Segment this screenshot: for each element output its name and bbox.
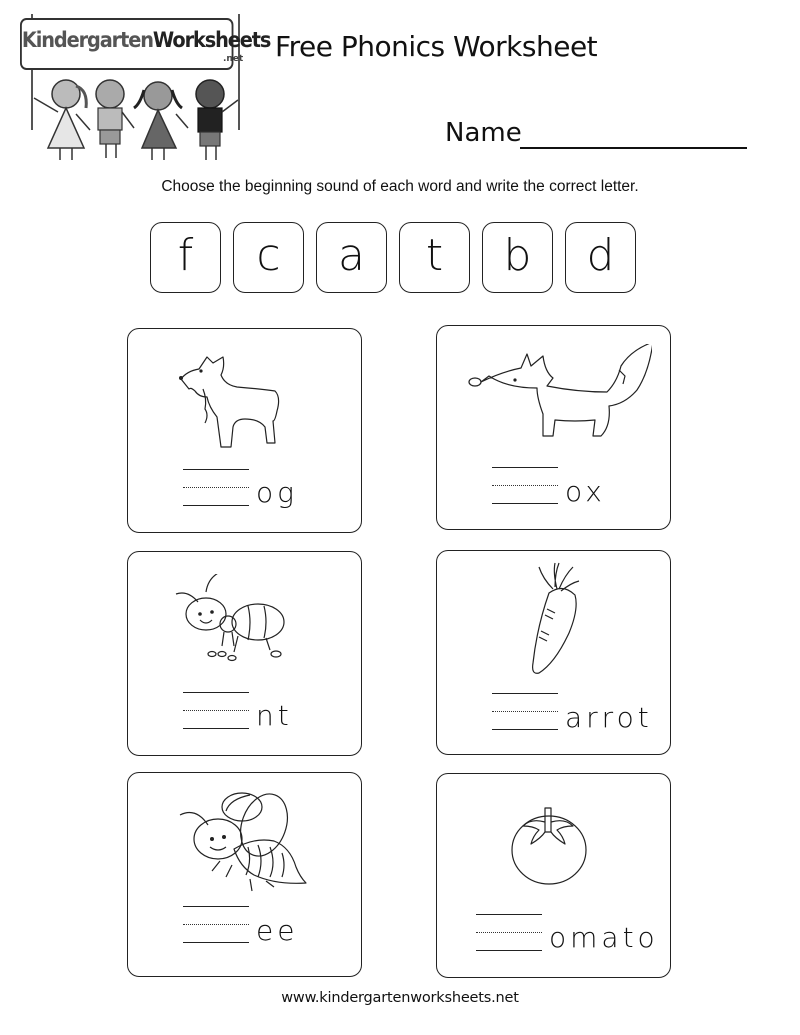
carrot-icon: [517, 559, 597, 674]
word-card-tomato: [436, 773, 671, 978]
letter-choice-f: f: [150, 222, 221, 293]
logo-brand-part1: Kindergarten: [21, 28, 153, 52]
word-card-dog: [127, 328, 362, 533]
write-in-lines[interactable]: [183, 692, 249, 730]
word-card-fox: [436, 325, 671, 530]
letter-choice-a: a: [316, 222, 387, 293]
fox-icon: [467, 344, 652, 454]
logo-brand-part2: Worksheets: [152, 28, 271, 52]
word-ending: ee: [256, 914, 299, 947]
word-card-ant: [127, 551, 362, 756]
letter-choice-t: t: [399, 222, 470, 293]
letter-choices: [150, 222, 636, 293]
tomato-icon: [507, 802, 592, 887]
word-ending: og: [256, 476, 298, 509]
instructions-text: Choose the beginning sound of each word and write the correct letter.: [161, 178, 639, 195]
name-write-line: [520, 147, 747, 149]
word-ending: arrot: [565, 701, 653, 734]
dog-icon: [173, 349, 283, 449]
letter-choice-c: c: [233, 222, 304, 293]
footer-url: www.kindergartenworksheets.net: [281, 990, 519, 1006]
write-in-lines[interactable]: [183, 469, 249, 507]
bee-icon: [178, 785, 318, 895]
write-in-lines[interactable]: [492, 467, 558, 505]
word-ending: nt: [256, 699, 293, 732]
letter-choice-d: d: [565, 222, 636, 293]
name-label: Name: [445, 118, 522, 148]
write-in-lines[interactable]: [183, 906, 249, 944]
ant-icon: [166, 574, 291, 664]
site-logo: [18, 12, 271, 162]
word-ending: ox: [565, 475, 606, 508]
worksheet-title: Free Phonics Worksheet: [275, 30, 598, 63]
write-in-lines[interactable]: [476, 914, 542, 952]
write-in-lines[interactable]: [492, 693, 558, 731]
word-ending: omato: [549, 921, 659, 954]
word-card-bee: [127, 772, 362, 977]
letter-choice-b: b: [482, 222, 553, 293]
logo-tld: .net: [223, 54, 244, 64]
word-card-carrot: [436, 550, 671, 755]
